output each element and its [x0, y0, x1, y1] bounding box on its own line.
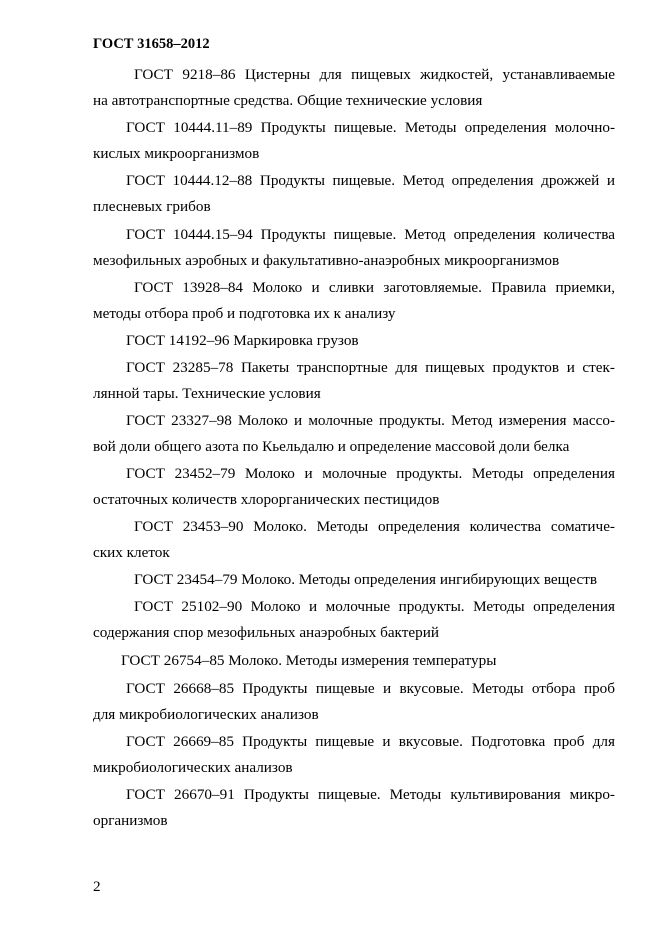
reference-entry-gost-25102 — [93, 594, 615, 646]
reference-entry-gost-26668 — [93, 676, 615, 728]
entry-first-line: ГОСТ 25102–90 Молоко и молочные продукты. Методы определения — [134, 598, 615, 615]
page-number: 2 — [93, 878, 101, 895]
entry-first-line: ГОСТ 10444.11–89 Продукты пищевые. Методы определения молочно- — [126, 119, 615, 136]
reference-entry-gost-9218 — [93, 62, 615, 114]
entry-continuation-line: ских клеток — [93, 544, 170, 561]
reference-entry-gost-23285 — [93, 355, 615, 407]
reference-entry-gost-23453 — [93, 514, 615, 566]
entry-first-line: ГОСТ 26670–91 Продукты пищевые. Методы культивирования микро- — [126, 786, 615, 803]
entry-first-line: ГОСТ 26669–85 Продукты пищевые и вкусовые. Подготовка проб для — [126, 733, 615, 750]
entry-first-line: ГОСТ 14192–96 Маркировка грузов — [126, 332, 359, 349]
entry-continuation-line: содержания спор мезофильных анаэробных бактерий — [93, 624, 439, 641]
reference-entry-gost-23454 — [93, 567, 615, 593]
standard-header: ГОСТ 31658–2012 — [93, 36, 210, 52]
entry-first-line: ГОСТ 23453–90 Молоко. Методы определения количества соматиче- — [134, 518, 615, 535]
entry-first-line: ГОСТ 26668–85 Продукты пищевые и вкусовые. Методы отбора проб — [126, 680, 615, 697]
entry-continuation-line: организмов — [93, 812, 168, 829]
entry-first-line: ГОСТ 10444.15–94 Продукты пищевые. Метод определения количества — [126, 226, 615, 243]
reference-entry-gost-14192 — [93, 328, 615, 354]
reference-entry-gost-26670 — [93, 782, 615, 834]
entry-first-line: ГОСТ 13928–84 Молоко и сливки заготовляемые. Правила приемки, — [134, 279, 615, 296]
reference-entry-gost-23327 — [93, 408, 615, 460]
entry-first-line: ГОСТ 23285–78 Пакеты транспортные для пищевых продуктов и стек- — [126, 359, 615, 376]
entry-continuation-line: плесневых грибов — [93, 198, 211, 215]
entry-first-line: ГОСТ 10444.12–88 Продукты пищевые. Метод определения дрожжей и — [126, 172, 615, 189]
reference-entry-gost-23452 — [93, 461, 615, 513]
reference-entry-gost-10444-15 — [93, 222, 615, 274]
entry-continuation-line: мезофильных аэробных и факультативно-анаэробных микроорганизмов — [93, 252, 560, 269]
entry-continuation-line: кислых микроорганизмов — [93, 145, 260, 162]
entry-first-line: ГОСТ 23454–79 Молоко. Методы определения ингибирующих веществ — [134, 571, 598, 588]
entry-continuation-line: остаточных количеств хлорорганических пестицидов — [93, 491, 440, 508]
entry-first-line: ГОСТ 26754–85 Молоко. Методы измерения температуры — [121, 652, 497, 669]
entry-continuation-line: на автотранспортные средства. Общие технические условия — [93, 92, 483, 109]
entry-first-line: ГОСТ 23452–79 Молоко и молочные продукты. Методы определения — [126, 465, 615, 482]
entry-continuation-line: методы отбора проб и подготовка их к анализу — [93, 305, 396, 322]
entry-first-line: ГОСТ 23327–98 Молоко и молочные продукты. Метод измерения массо- — [126, 412, 615, 429]
reference-entry-gost-26669 — [93, 729, 615, 781]
reference-entry-gost-26754 — [93, 648, 615, 674]
reference-entry-gost-13928 — [93, 275, 615, 327]
entry-continuation-line: вой доли общего азота по Кьельдалю и определение массовой доли белка — [93, 438, 570, 455]
entry-continuation-line: микробиологических анализов — [93, 759, 293, 776]
entry-continuation-line: для микробиологических анализов — [93, 706, 319, 723]
entry-continuation-line: лянной тары. Технические условия — [93, 385, 321, 402]
entry-first-line: ГОСТ 9218–86 Цистерны для пищевых жидкостей, устанавливаемые — [134, 66, 615, 83]
reference-entry-gost-10444-11 — [93, 115, 615, 167]
reference-entry-gost-10444-12 — [93, 168, 615, 220]
